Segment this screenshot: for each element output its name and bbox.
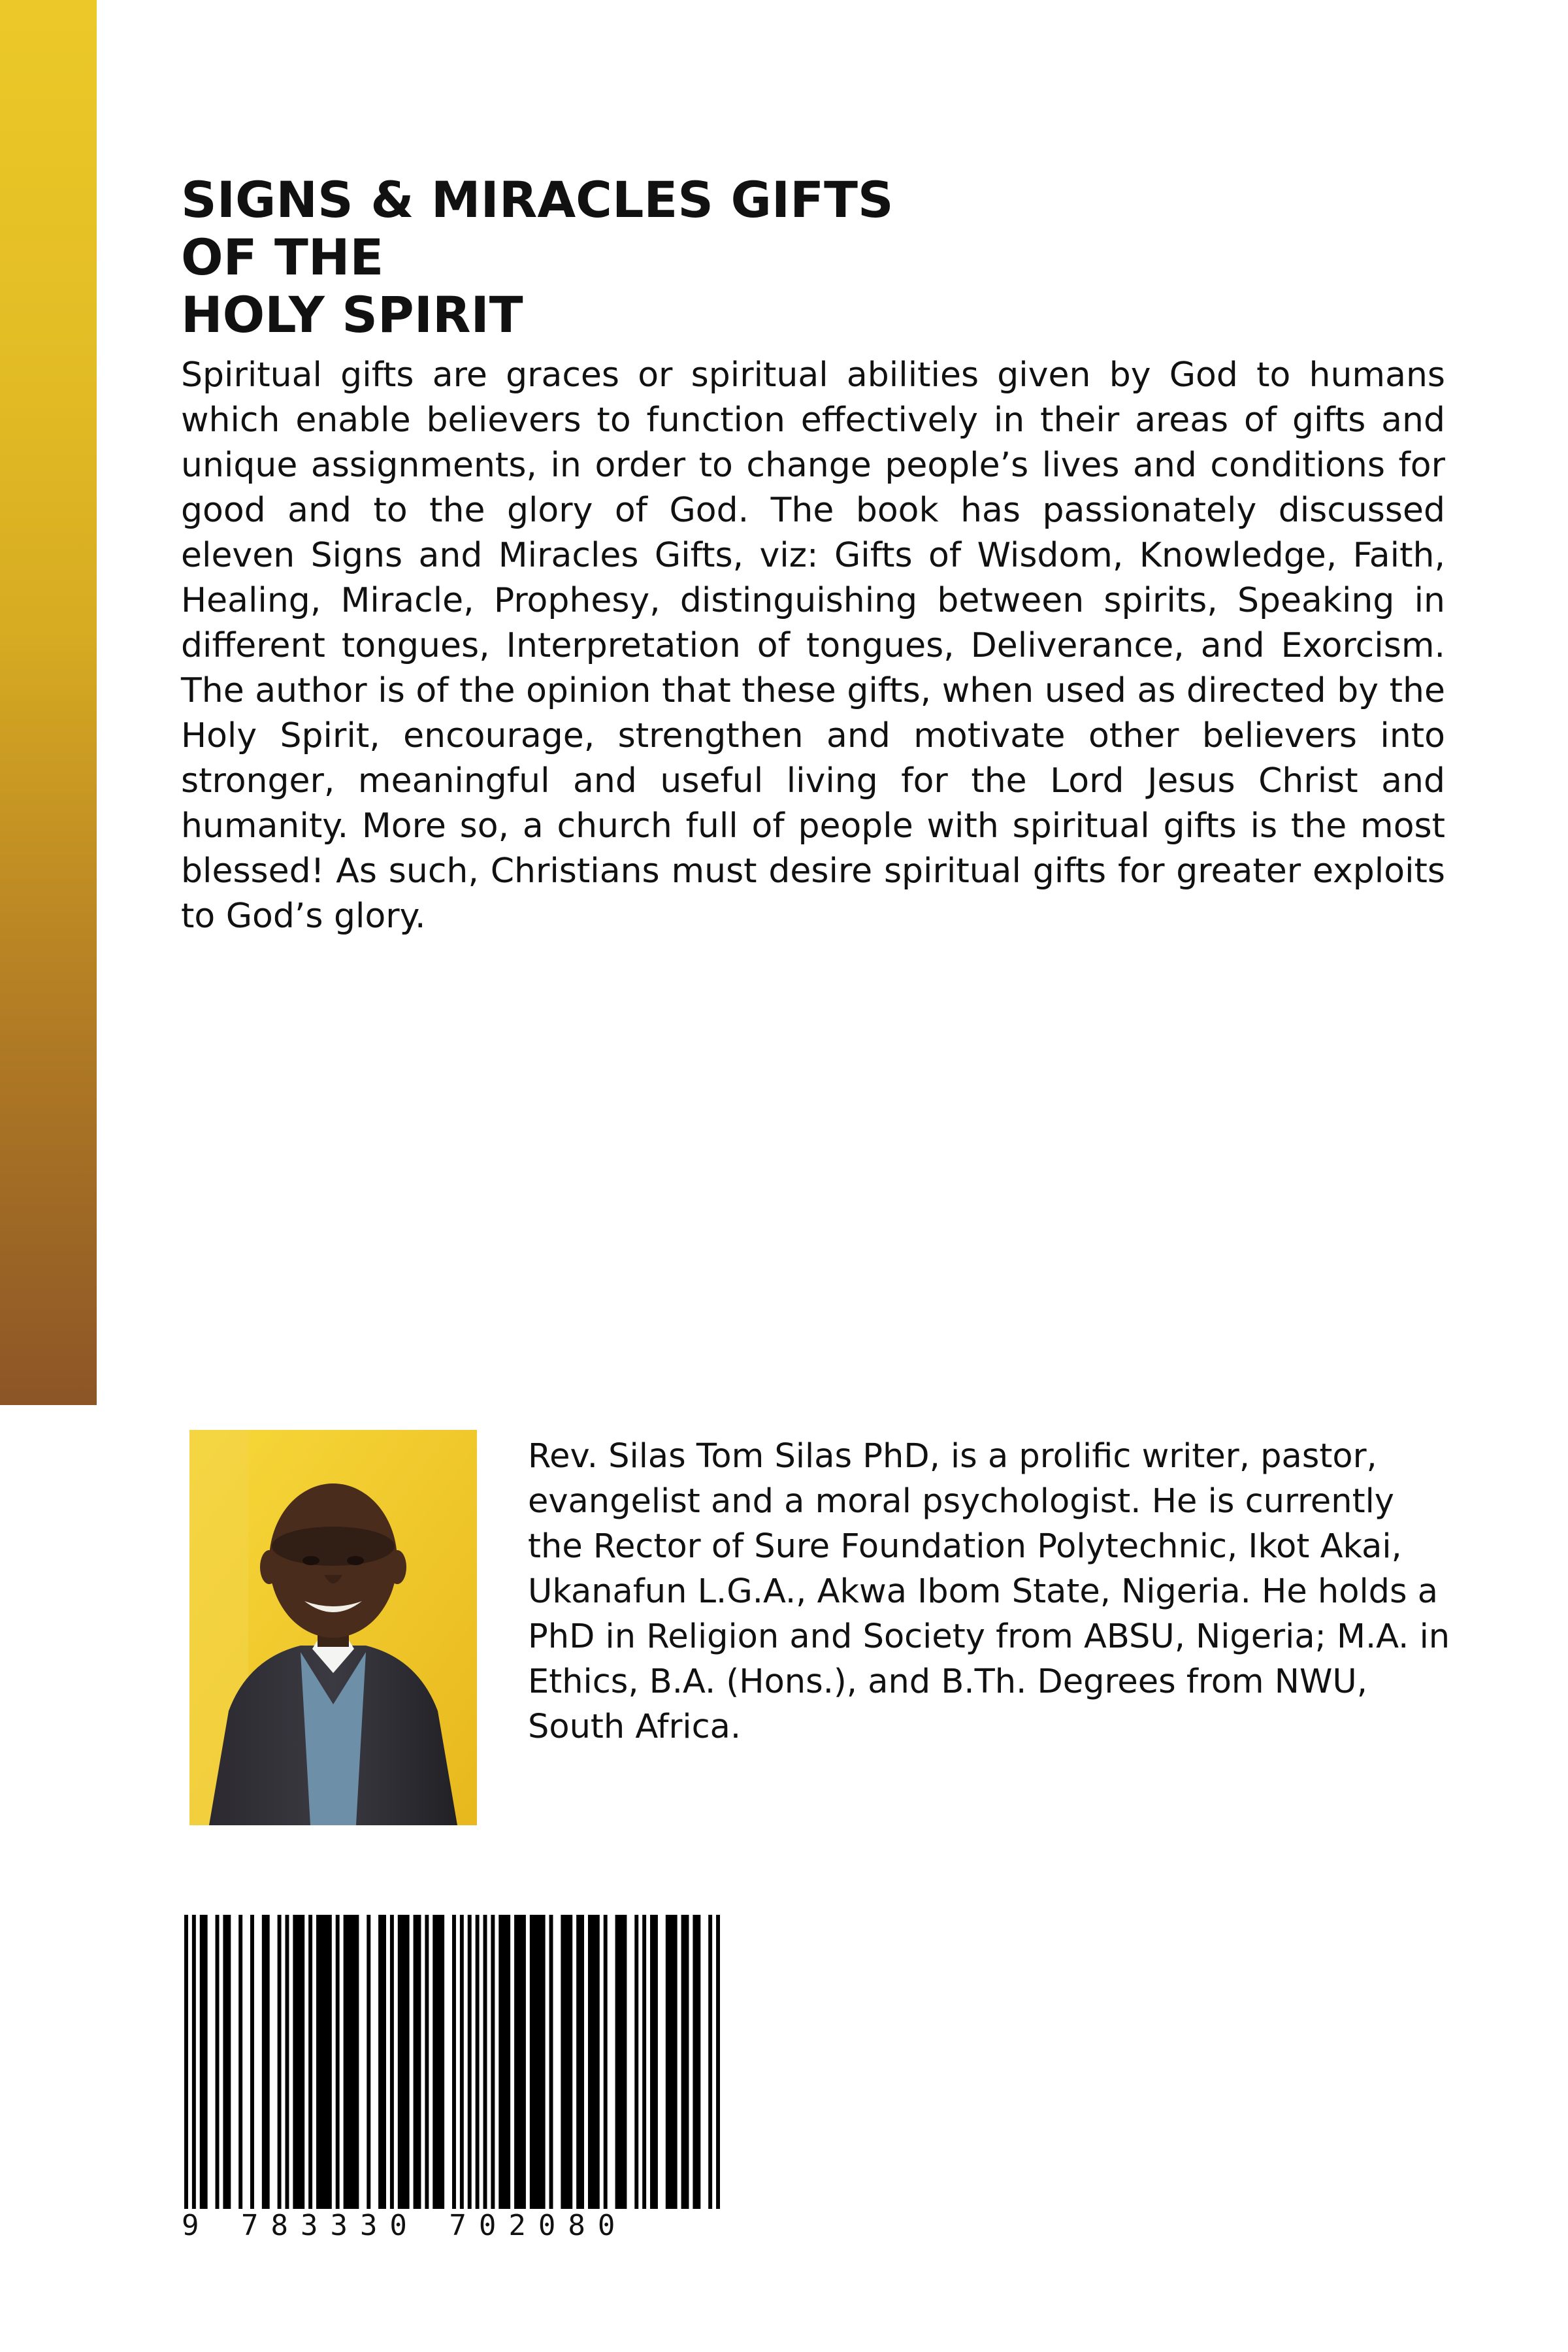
barcode-bar <box>588 1915 600 2209</box>
book-title <box>181 171 1357 344</box>
barcode-bar <box>238 1915 242 2209</box>
barcode-bar <box>398 1915 410 2209</box>
barcode-bar <box>378 1915 386 2209</box>
barcode-bar <box>530 1915 546 2209</box>
author-photo <box>189 1430 477 1825</box>
barcode-bar <box>604 1915 608 2209</box>
barcode-bar <box>642 1915 646 2209</box>
barcode-bar <box>468 1915 472 2209</box>
barcode-bar <box>549 1915 553 2209</box>
book-blurb: Spiritual gifts are graces or spiritual abilities given by God to humans which enable believers to function effectively in their areas of gifts and unique assignments, in order to change people’s lives and conditions for good and to the glory of God. The book has passionately discussed eleven Signs and Miracles Gifts, viz: Gifts of Wisdom, Knowledge, Faith, Healing, Miracle, Prophesy, distinguishing between spirits, Speaking in different tongues, Interpretation of tongues, Deliverance, and Exorcism. The author is of the opinion that these gifts, when used as directed by the Holy Spirit, encourage, strengthen and motivate other believers into stronger, meaningful and useful living for the Lord Jesus Christ and humanity. More so, a church full of people with spiritual gifts is the most blessed! As such, Christians must desire spiritual gifts for greater exploits to God’s glory. <box>181 356 1445 936</box>
barcode-bar <box>192 1915 196 2209</box>
isbn-barcode <box>171 1915 733 2242</box>
barcode-bar <box>693 1915 700 2209</box>
barcode-bar <box>498 1915 510 2209</box>
barcode-bar <box>666 1915 678 2209</box>
barcode-bar <box>200 1915 208 2209</box>
barcode-bar <box>184 1915 188 2209</box>
barcode-bar <box>483 1915 487 2209</box>
barcode-bar <box>476 1915 480 2209</box>
book-title-line-3: HOLY SPIRIT <box>181 286 523 344</box>
barcode-bar <box>336 1915 340 2209</box>
barcode-bar <box>414 1915 421 2209</box>
barcode-bar <box>716 1915 720 2209</box>
barcode-bar <box>681 1915 689 2209</box>
barcode-bar <box>615 1915 627 2209</box>
barcode-bar <box>293 1915 304 2209</box>
barcode-bar <box>460 1915 464 2209</box>
barcode-bar <box>367 1915 370 2209</box>
book-title-line-1: SIGNS & MIRACLES GIFTS <box>181 171 894 229</box>
barcode-bar <box>262 1915 270 2209</box>
barcode-bar <box>576 1915 584 2209</box>
barcode-bar <box>561 1915 572 2209</box>
barcode-bar <box>250 1915 254 2209</box>
book-title-line-2: OF THE <box>181 228 384 286</box>
barcode-bar <box>491 1915 495 2209</box>
barcode-bar <box>216 1915 220 2209</box>
isbn-digits: 9 783330 702080 <box>182 2209 628 2242</box>
barcode-bar <box>634 1915 638 2209</box>
cover-color-band <box>0 0 97 1405</box>
barcode-bar <box>316 1915 332 2209</box>
barcode-bar <box>514 1915 526 2209</box>
barcode-bar <box>452 1915 456 2209</box>
barcode-bar <box>425 1915 429 2209</box>
barcode-bar <box>223 1915 231 2209</box>
barcode-bar <box>308 1915 312 2209</box>
barcode-bar <box>390 1915 394 2209</box>
barcode-bar <box>708 1915 712 2209</box>
barcode-bars <box>184 1915 720 2209</box>
barcode-bar <box>650 1915 658 2209</box>
barcode-bar <box>344 1915 359 2209</box>
barcode-bar <box>278 1915 282 2209</box>
author-bio: Rev. Silas Tom Silas PhD, is a prolific writer, pastor, evangelist and a moral psychologist. He is currently the Rector of Sure Foundation Polytechnic, Ikot Akai, Ukanafun L.G.A., Akwa Ibom State, Nigeria. He holds a PhD in Religion and Society from ABSU, Nigeria; M.A. in Ethics, B.A. (Hons.), and B.Th. Degrees from NWU, South Africa. <box>528 1437 1450 1746</box>
barcode-bar <box>285 1915 289 2209</box>
barcode-bar <box>433 1915 444 2209</box>
